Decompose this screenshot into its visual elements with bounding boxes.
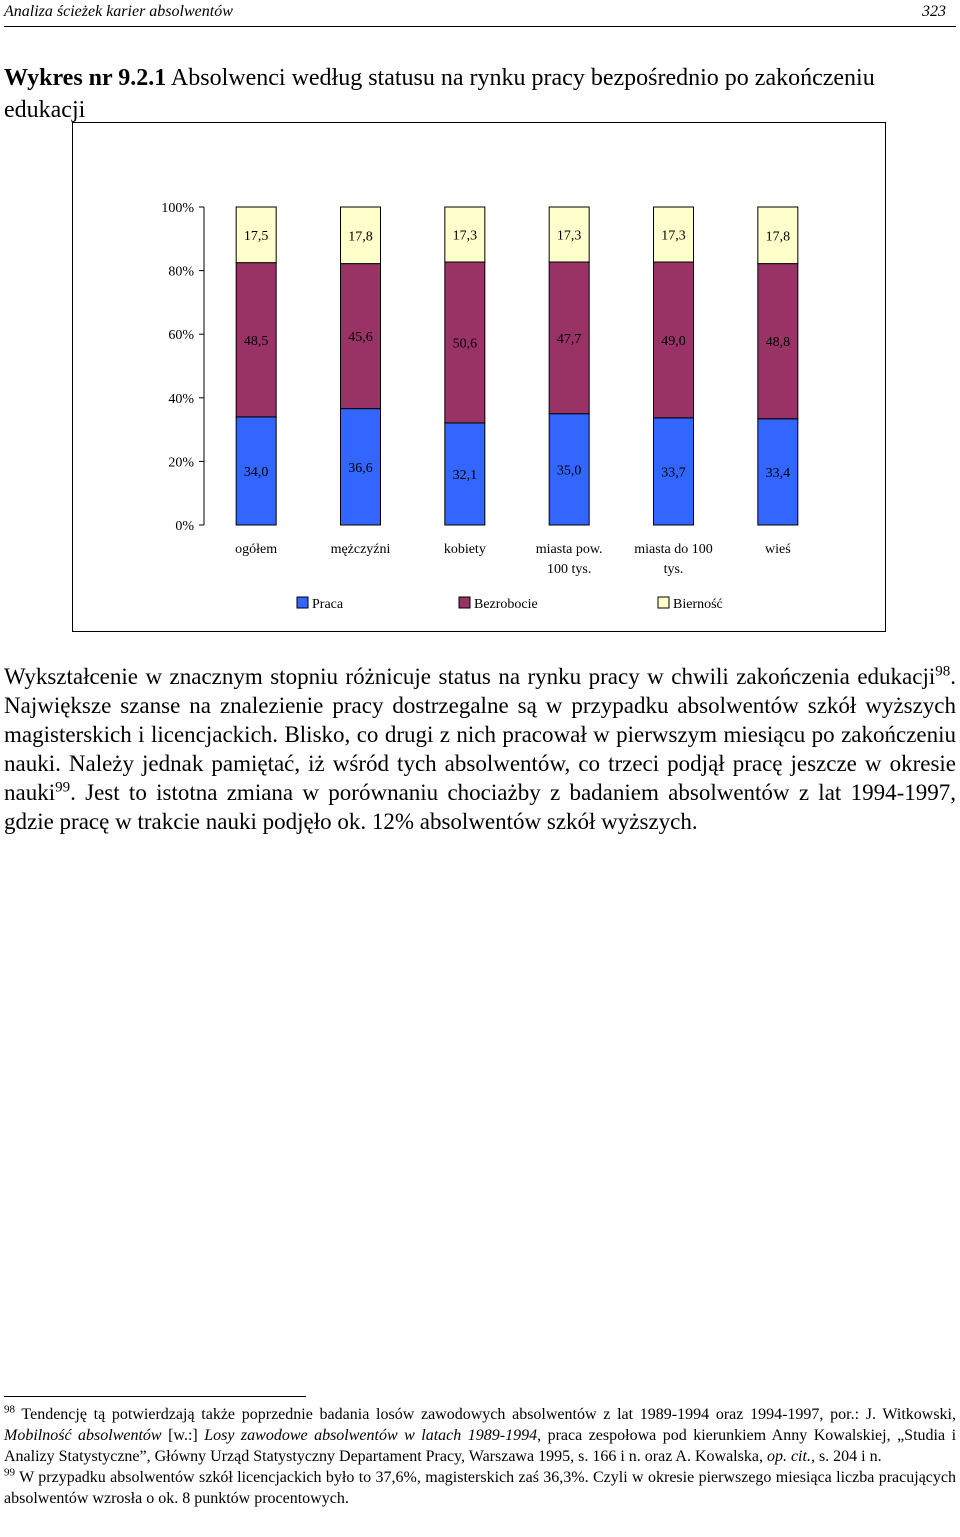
footnote-99 xyxy=(4,1467,956,1509)
body-text-part-3: . Jest to istotna zmiana w porównaniu chociażby z badaniem absolwentów z lat 1994-1997, gdzie pracę w trakcie nauki podjęło ok. 12% absolwentów szkół wyższych. xyxy=(4,780,956,834)
legend-swatch xyxy=(459,597,470,608)
x-tick-label: kobiety xyxy=(443,542,486,557)
legend-swatch xyxy=(658,597,669,608)
data-label: 45,6 xyxy=(348,330,373,346)
data-label: 33,4 xyxy=(765,465,791,481)
footnote-99-text: W przypadku absolwentów szkół licencjackich było to 37,6%, magisterskich zaś 36,3%. Czyli w okresie pierwszego miesiąca liczba pracujących absolwentów wzrosła o ok. 8 punktów procentowych. xyxy=(4,1469,956,1507)
x-tick-label: tys. xyxy=(663,562,684,577)
y-tick-label: 80% xyxy=(168,264,194,280)
footnote-98-italic-1: Mobilność absolwentów xyxy=(4,1427,162,1444)
legend-label: Praca xyxy=(312,597,344,612)
legend-label: Bezrobocie xyxy=(474,597,538,612)
footnote-98-text-3: , praca zespołowa pod kierunkiem Anny Kowalskiej, „Studia i Analizy Statystyczne”, Główny Urząd Statystyczny Departament Pracy, Warszawa 1995, s. 166 i n. oraz A. Kowalska, xyxy=(4,1427,957,1465)
body-text-part-1: Wykształcenie w znacznym stopniu różnicuje status na rynku pracy w chwili zakończenia edukacji xyxy=(4,664,936,689)
data-label: 17,3 xyxy=(452,228,478,244)
data-label: 34,0 xyxy=(243,464,269,480)
y-tick-label: 60% xyxy=(168,328,194,344)
data-label: 35,0 xyxy=(556,463,582,479)
figure-number: Wykres nr 9.2.1 xyxy=(4,65,167,91)
data-label: 47,7 xyxy=(556,331,582,347)
data-label: 50,6 xyxy=(452,336,478,352)
footnote-98-italic-2: Losy zawodowe absolwentów w latach 1989-1994 xyxy=(204,1427,538,1444)
data-label: 17,8 xyxy=(348,229,373,245)
x-tick-label: 100 tys. xyxy=(546,562,592,577)
figure-title xyxy=(4,62,956,126)
data-label: 48,8 xyxy=(765,335,791,351)
legend-swatch xyxy=(297,597,308,608)
data-label: 36,6 xyxy=(348,460,373,476)
running-header-title: Analiza ścieżek karier absolwentów xyxy=(4,3,233,20)
footnote-98-text-1: Tendencję tą potwierdzają także poprzednie badania losów zawodowych absolwentów z lat 1989-1994 oraz 1994-1997, por.: J. Witkowski, xyxy=(15,1406,956,1423)
legend-label: Bierność xyxy=(673,597,723,612)
data-label: 49,0 xyxy=(661,333,686,349)
y-tick-label: 20% xyxy=(168,455,194,471)
data-label: 33,7 xyxy=(661,465,686,481)
x-tick-label: mężczyźni xyxy=(330,542,391,557)
footnote-number-98: 98 xyxy=(4,1403,15,1416)
data-label: 17,3 xyxy=(556,228,582,244)
body-paragraph xyxy=(4,662,956,836)
x-tick-label: miasta do 100 xyxy=(634,542,713,557)
x-tick-label: ogółem xyxy=(235,542,278,557)
data-label: 17,5 xyxy=(243,228,269,244)
x-tick-label: wieś xyxy=(764,542,791,557)
y-tick-label: 40% xyxy=(168,391,194,407)
figure-caption: Absolwenci według statusu na rynku pracy bezpośrednio po zakończeniu edukacji xyxy=(4,65,875,123)
y-tick-label: 0% xyxy=(175,519,194,534)
x-tick-label: miasta pow. xyxy=(535,542,603,557)
running-header xyxy=(4,0,956,27)
footnote-separator xyxy=(4,1396,306,1397)
stacked-bar-chart xyxy=(73,123,885,631)
chart-frame xyxy=(72,122,886,632)
footnotes xyxy=(4,1404,956,1509)
footnote-98-text-4: s. 204 i n. xyxy=(814,1448,882,1465)
footnote-ref-98[interactable]: 98 xyxy=(935,663,951,680)
body-text xyxy=(4,662,956,836)
footnote-98 xyxy=(4,1404,956,1467)
footnote-number-99: 99 xyxy=(4,1466,15,1479)
footnote-98-italic-3: op. cit., xyxy=(766,1448,815,1465)
body-text-part-2: . Największe szanse na znalezienie pracy dostrzegalne są w przypadku absolwentów szkół wyższych magisterskich i licencjackich. Blisko, co drugi z nich pracował w pierwszym miesiącu po zakończeniu nauki. Należy jednak pamiętać, iż wśród tych absolwentów, co trzeci podjął pracę jeszcze w okresie nauki xyxy=(4,664,956,805)
data-label: 48,5 xyxy=(243,333,269,349)
data-label: 17,3 xyxy=(661,228,686,244)
y-tick-label: 100% xyxy=(161,201,194,216)
data-label: 17,8 xyxy=(765,229,791,245)
footnote-ref-99[interactable]: 99 xyxy=(55,779,71,796)
page-number: 323 xyxy=(922,3,946,20)
footnote-98-text-2: [w.:] xyxy=(161,1427,205,1444)
data-label: 32,1 xyxy=(452,467,478,483)
